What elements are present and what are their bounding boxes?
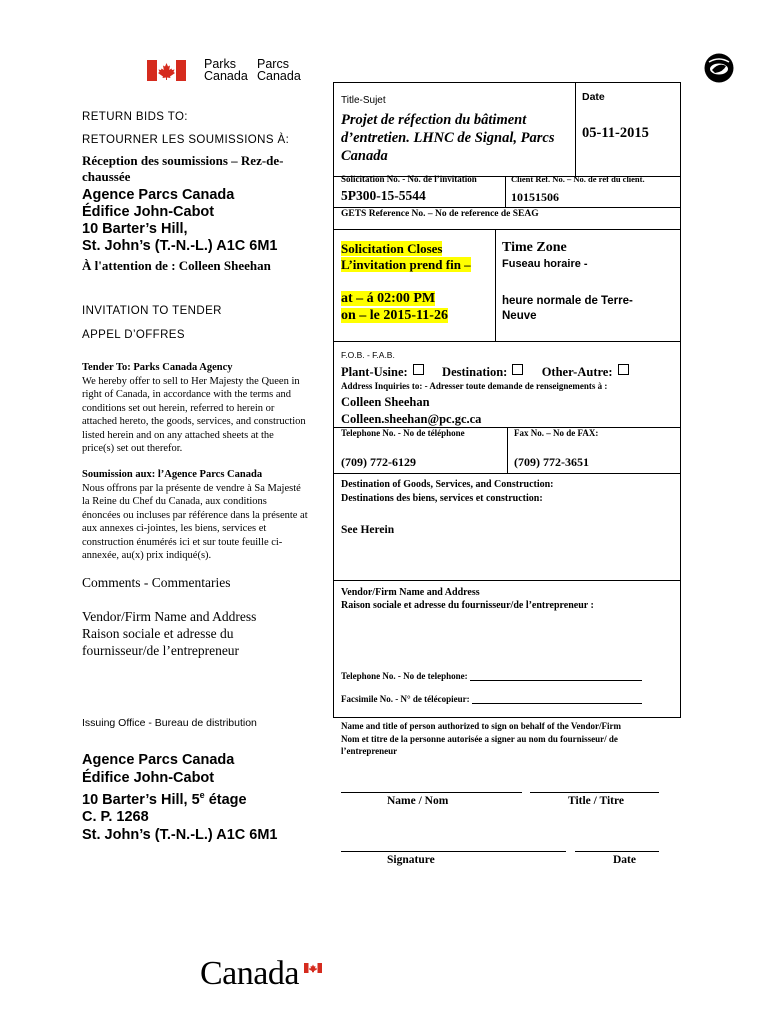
vendor-telephone-input[interactable] <box>470 670 642 681</box>
issuing-office-label: Issuing Office - Bureau de distribution <box>82 717 257 729</box>
logo-parcs-text: Parcs <box>257 57 289 71</box>
reception-line-1: Réception des soumissions – Rez-de- <box>82 153 284 168</box>
authorized-person-label: Name and title of person authorized to sign on behalf of the Vendor/Firm Nom et titre de la personne autorisée a signer au nom du fournisseur/ de l’entrepreneur <box>341 721 621 756</box>
soumission-title: Soumission aux: l’Agence Parcs Canada <box>82 469 263 480</box>
name-nom-label: Name / Nom <box>387 795 449 807</box>
vendor-telephone-row: Telephone No. - No de telephone: <box>341 670 642 681</box>
solicitation-no-label: Solicitation No. - No. de l’invitation <box>341 174 477 184</box>
canada-wordmark: Canada <box>200 951 330 997</box>
title-titre-label: Title / Titre <box>568 795 625 807</box>
return-city: St. John’s (T.-N.-L.) A1C 6M1 <box>82 238 278 254</box>
destination-checkbox[interactable] <box>512 364 523 375</box>
return-address <box>82 187 278 255</box>
tender-to-line: right of Canada, in accordance with the terms and <box>82 389 292 400</box>
solicitation-no-value: 5P300-15-5544 <box>341 188 426 203</box>
vendor-name-address-label: Vendor/Firm Name and Address Raison sociale et adresse du fournisseur/de l’entrepreneur <box>82 609 257 658</box>
fax-value: (709) 772-3651 <box>514 455 589 469</box>
client-ref-value: 10151506 <box>511 190 559 204</box>
other-autre-label: Other-Autre: <box>541 365 613 379</box>
fuseau-horaire-label: Fuseau horaire - <box>502 258 588 270</box>
closing-time: at – á 02:00 PM <box>341 291 436 306</box>
logo-canada-text: Canada <box>204 69 248 83</box>
signature-input-line[interactable] <box>341 851 566 852</box>
tender-to-line: price(s) set out therefor. <box>82 443 183 454</box>
invitation-to-tender-label: INVITATION TO TENDER <box>82 305 222 317</box>
title-sujet-label: Title-Sujet <box>341 95 386 106</box>
date-value: 05-11-2015 <box>582 125 649 141</box>
tender-to-line: listed herein and on any attached sheets at the <box>82 429 274 441</box>
attention-line: À l'attention de : Colleen Sheehan <box>82 258 271 273</box>
signature-date-input-line[interactable] <box>575 851 659 852</box>
destination-label: Destination: <box>442 365 508 379</box>
fob-label: F.O.B. - F.A.B. <box>341 350 395 360</box>
client-ref-label: Client Ref. No. – No. de réf du client. <box>511 174 645 184</box>
title-input-line[interactable] <box>530 792 659 793</box>
vendor-fax-row: Facsimile No. - N° de télécopieur: <box>341 693 642 704</box>
inquiries-contact <box>341 394 481 428</box>
issuing-building: Édifice John-Cabot <box>82 769 215 786</box>
telephone-label: Telephone No. - No de téléphone <box>341 428 465 438</box>
return-agency: Agence Parcs Canada <box>82 187 235 203</box>
appel-offres-label: APPEL D’OFFRES <box>82 329 185 341</box>
wordmark-flag-icon <box>304 963 322 973</box>
fob-options <box>341 364 631 380</box>
reception-line-2: chaussée <box>82 169 131 184</box>
vendor-fax-input[interactable] <box>472 693 642 704</box>
gets-ref-label: GETS Reference No. – No de reference de SEAG <box>341 209 539 219</box>
solicitation-closes: Solicitation Closes L’invitation prend fin – <box>341 241 471 272</box>
contact-name: Colleen Sheehan <box>341 395 430 409</box>
closing-date: on – le 2015-11-26 <box>341 308 448 323</box>
issuing-address <box>82 752 278 844</box>
tender-to-line: attached hereto, the goods, services, and construction <box>82 416 306 427</box>
tender-to-line: conditions set out herein, referred to herein or <box>82 402 275 414</box>
other-autre-checkbox[interactable] <box>618 364 629 375</box>
issuing-street: 10 Barter’s Hill, 5e étage <box>82 790 247 808</box>
soumission-line: construction énumérés ici et sur toute feuille ci- <box>82 536 283 548</box>
name-input-line[interactable] <box>341 792 522 793</box>
soumission-block <box>82 468 332 563</box>
plant-usine-label: Plant-Usine: <box>341 365 408 379</box>
soumission-line: annexée, au(x) prix indiqué(s). <box>82 550 212 561</box>
return-street: 10 Barter’s Hill, <box>82 221 188 237</box>
soumission-line: aux annexes ci-jointes, les biens, services et <box>82 523 267 534</box>
date-label: Date <box>582 91 605 103</box>
soumission-line: Nous offrons par la présente de vendre à Sa Majesté <box>82 482 301 494</box>
time-zone-value: heure normale de Terre- Neuve <box>502 295 633 322</box>
tender-to-line: We hereby offer to sell to Her Majesty the Queen in <box>82 375 300 387</box>
tender-to-block <box>82 361 332 456</box>
vendor-firm-label: Vendor/Firm Name and Address Raison sociale et adresse du fournisseur/de l’entrepreneur : <box>341 587 594 611</box>
inquiries-label: Address Inquiries to: - Adresser toute demande de renseignements à : <box>341 381 608 391</box>
retourner-soumissions-label: RETOURNER LES SOUMISSIONS À: <box>82 134 290 146</box>
destination-goods-label: Destination of Goods, Services, and Construction: Destinations des biens, services et construction: <box>341 479 554 504</box>
comments-label: Comments - Commentaries <box>82 575 231 590</box>
plant-usine-checkbox[interactable] <box>413 364 424 375</box>
return-building: Édifice John-Cabot <box>82 204 215 220</box>
signature-date-label: Date <box>613 854 636 866</box>
contact-email[interactable]: Colleen.sheehan@pc.gc.ca <box>341 412 482 426</box>
time-zone-label: Time Zone <box>502 240 567 255</box>
closing-time-date <box>341 290 448 324</box>
tender-to-title: Tender To: Parks Canada Agency <box>82 362 233 373</box>
issuing-po-box: C. P. 1268 <box>82 809 149 826</box>
signature-label: Signature <box>387 854 435 866</box>
fax-label: Fax No. – No de FAX: <box>514 428 599 438</box>
soumission-line: la Reine du Chef du Canada, aux conditions <box>82 496 267 507</box>
see-herein-value: See Herein <box>341 524 395 536</box>
beaver-emblem-icon <box>703 52 735 84</box>
logo-parks-text: Parks <box>204 57 236 71</box>
telephone-value: (709) 772-6129 <box>341 455 416 469</box>
canada-flag-icon <box>147 60 186 81</box>
return-bids-label: RETURN BIDS TO: <box>82 111 188 123</box>
title-value: Projet de réfection du bâtiment d’entretien. LHNC de Signal, Parcs Canada <box>341 112 555 164</box>
issuing-agency: Agence Parcs Canada <box>82 752 235 768</box>
issuing-city: St. John’s (T.-N.-L.) A1C 6M1 <box>82 826 278 843</box>
logo-canada-fr-text: Canada <box>257 69 301 83</box>
soumission-line: énoncées ou incluses par référence dans la présente at <box>82 509 308 521</box>
parks-canada-logo <box>147 57 307 84</box>
